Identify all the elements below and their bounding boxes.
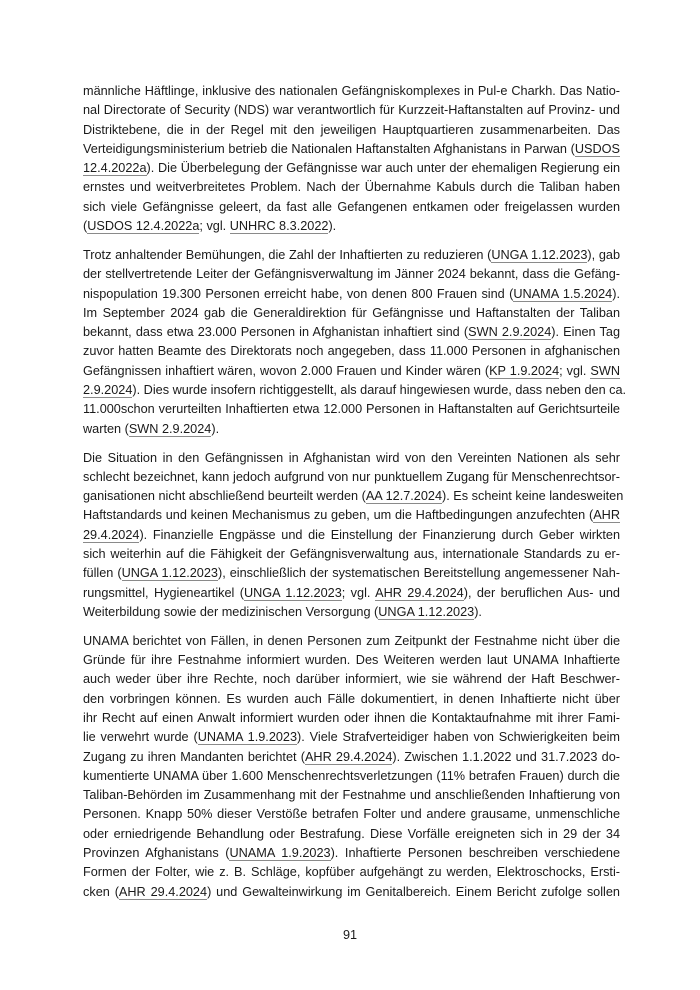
source-citation-link[interactable]: SWN: [590, 363, 620, 378]
source-citation-link[interactable]: KP 1.9.2024: [489, 363, 560, 378]
text-line: [83, 863, 620, 882]
text-segment: ). Es scheint keine landesweiten: [442, 489, 624, 504]
text-segment: cken (: [83, 884, 119, 899]
text-segment: ernstes und weitverbreitetes Problem. Nach der Übernahme Kabuls durch die Taliban haben: [83, 180, 620, 195]
text-line: [83, 420, 620, 439]
text-segment: schlecht bezeichnet, kann jedoch aufgrund von nur punktuellem Zugang für Menschenrechtsor-: [83, 469, 620, 484]
text-segment: Im September 2024 gab die Generaldirektion für Gefängnisse und Haftanstalten der Taliban: [83, 305, 620, 320]
text-line: [83, 342, 620, 361]
paragraph: [83, 246, 627, 439]
text-segment: Weiterbildung sowie der medizinischen Versorgung (: [83, 604, 379, 619]
text-segment: ; vgl.: [559, 363, 591, 378]
text-segment: ). Zwischen 1.1.2022 und 31.7.2023 do-: [392, 749, 620, 764]
text-segment: ihr Recht auf einen Anwalt informiert wurden oder ihnen die Kontaktaufnahme mit ihrer Fami-: [83, 710, 620, 725]
text-line: [83, 883, 620, 902]
text-line: [83, 709, 620, 728]
text-line: [83, 632, 620, 651]
text-line: [83, 825, 620, 844]
text-line: [83, 670, 620, 689]
text-line: [83, 140, 620, 159]
text-line: [83, 526, 620, 545]
text-segment: ). Inhaftierte Personen beschreiben verschiedene: [330, 846, 620, 861]
text-segment: ). Viele Strafverteidiger haben von Schwierigkeiten beim: [297, 730, 621, 745]
source-citation-link[interactable]: AHR: [593, 508, 620, 523]
text-segment: Personen. Knapp 50% dieser Verstöße betrafen Folter und andere grausame, unmenschliche: [83, 807, 620, 822]
text-line: [83, 506, 620, 525]
text-segment: rungsmittel, Hygieneartikel (: [83, 585, 244, 600]
text-line: [83, 400, 620, 419]
source-citation-link[interactable]: AHR 29.4.2024: [375, 585, 464, 600]
text-line: [83, 844, 620, 863]
text-line: [83, 805, 620, 824]
text-line: [83, 323, 620, 342]
text-line: [83, 603, 620, 622]
text-segment: ). Einen Tag: [551, 325, 620, 340]
source-citation-link[interactable]: UNAMA 1.9.2023: [229, 846, 331, 861]
text-line: [83, 101, 620, 120]
source-citation-link[interactable]: USDOS: [574, 141, 620, 156]
text-segment: ), einschließlich der systematischen Bereitstellung angemessener Nah-: [217, 566, 620, 581]
text-line: [83, 487, 624, 506]
text-segment: Taliban-Behörden im Zusammenhang mit der Festnahme und anschließenden Inhaftierung von: [83, 788, 620, 803]
source-citation-link[interactable]: 29.4.2024: [83, 527, 140, 542]
text-segment: ).: [211, 421, 220, 436]
text-segment: ), gab: [587, 247, 620, 262]
text-line: [83, 786, 620, 805]
text-segment: Provinzen Afghanistans (: [83, 846, 230, 861]
text-line: [83, 217, 620, 236]
text-segment: auch weder über ihre Rechte, noch darüber informiert, wie sie während der Haft Beschwer-: [83, 672, 620, 687]
text-line: [83, 121, 620, 140]
text-line: [83, 159, 620, 178]
text-segment: ganisationen nicht abschließend beurteilt werden (: [83, 489, 366, 504]
text-segment: lie verwehrt wurde (: [83, 730, 198, 745]
text-line: [83, 564, 620, 583]
text-line: [83, 285, 620, 304]
text-segment: Trotz anhaltender Bemühungen, die Zahl der Inhaftierten zu reduzieren (: [83, 247, 492, 262]
paragraph: [83, 82, 620, 236]
source-citation-link[interactable]: AA 12.7.2024: [365, 489, 443, 504]
text-line: [83, 82, 620, 101]
text-segment: ; vgl.: [199, 219, 230, 234]
document-body: [83, 82, 627, 912]
source-citation-link[interactable]: UNAMA 1.5.2024: [513, 286, 613, 301]
source-citation-link[interactable]: 12.4.2022a: [83, 161, 147, 176]
text-line: [83, 728, 620, 747]
text-segment: nal Directorate of Security (NDS) war verantwortlich für Kurzzeit-Haftanstalten auf Provinz- und: [83, 103, 620, 118]
text-segment: ).: [328, 219, 337, 234]
text-segment: Haftstandards und keinen Mechanismus zu geben, um die Haftbedingungen anzufechten (: [83, 508, 594, 523]
source-citation-link[interactable]: UNGA 1.12.2023: [491, 247, 588, 262]
text-segment: Gründe für ihre Festnahme informiert wurden. Des Weiteren werden laut UNAMA Inhaftierte: [83, 653, 620, 668]
text-line: [83, 545, 620, 564]
text-segment: Die Situation in den Gefängnissen in Afghanistan wird von den Vereinten Nationen als sehr: [83, 450, 620, 465]
text-line: [83, 246, 620, 265]
source-citation-link[interactable]: SWN 2.9.2024: [128, 421, 212, 436]
text-segment: Gefängnissen inhaftiert wären, wovon 2.000 Frauen und Kinder wären (: [83, 363, 490, 378]
text-line: [83, 767, 620, 786]
text-segment: der stellvertretende Leiter der Gefängnisverwaltung im Jänner 2024 bekannt, dass die Gefäng-: [83, 267, 620, 282]
text-segment: (: [83, 219, 88, 234]
paragraph: [83, 449, 624, 623]
text-segment: Distriktebene, die in der Regel mit den jeweiligen Hauptquartieren zusammenarbeiten. Das: [83, 122, 620, 137]
page-number: 91: [342, 928, 358, 942]
text-segment: den vorbringen können. Es wurden auch Fälle dokumentiert, in denen Inhaftierte nicht über: [83, 691, 620, 706]
source-citation-link[interactable]: AHR 29.4.2024: [118, 884, 208, 899]
text-segment: 11.000schon verurteilten Inhaftierten etwa 12.000 Personen in Haftanstalten auf Gerichtsurteile: [83, 402, 620, 417]
text-segment: zuvor hatten Beamte des Direktorats noch angegeben, dass 11.000 Personen in afghanischen: [83, 344, 620, 359]
text-line: [83, 178, 620, 197]
text-segment: ). Finanzielle Engpässe und die Einstellung der Finanzierung durch Geber wirkten: [139, 527, 620, 542]
text-segment: UNAMA berichtet von Fällen, in denen Personen zum Zeitpunkt der Festnahme nicht über die: [83, 633, 620, 648]
text-segment: Zugang zu ihren Mandanten berichtet (: [83, 749, 305, 764]
text-segment: ). Dies wurde insofern richtiggestellt, als darauf hingewiesen wurde, dass neben den ca.: [132, 383, 627, 398]
text-line: [83, 651, 620, 670]
text-segment: Verteidigungsministerium betrieb die Nationalen Haftanstalten Afghanistans in Parwan (: [83, 141, 575, 156]
text-segment: warten (: [83, 421, 129, 436]
text-line: [83, 381, 627, 400]
text-line: [83, 362, 620, 381]
text-segment: ) und Gewalteinwirkung im Genitalbereich. Einem Bericht zufolge sollen: [207, 884, 620, 899]
text-segment: bekannt, dass etwa 23.000 Personen in Afghanistan inhaftiert sind (: [83, 325, 469, 340]
source-citation-link[interactable]: UNGA 1.12.2023: [378, 604, 475, 619]
text-segment: kumentierte UNAMA über 1.600 Menschenrechtsverletzungen (11% betrafen Frauen) durch die: [83, 768, 620, 783]
text-line: [83, 198, 620, 217]
text-segment: ), der beruflichen Aus- und: [463, 585, 620, 600]
text-segment: ; vgl.: [341, 585, 376, 600]
source-citation-link[interactable]: SWN 2.9.2024: [468, 325, 552, 340]
text-line: [83, 748, 620, 767]
source-citation-link[interactable]: UNGA 1.12.2023: [121, 566, 218, 581]
text-segment: sich viele Gefängnisse geleert, da fast alle Gefangenen entkamen oder freigelassen wurden: [83, 199, 620, 214]
source-citation-link[interactable]: UNAMA 1.9.2023: [197, 730, 298, 745]
text-segment: ). Die Überbelegung der Gefängnisse war auch unter der ehemaligen Regierung ein: [146, 161, 620, 176]
text-segment: sich weiterhin auf die Fähigkeit der Gefängnisverwaltung aus, internationale Standards zu er-: [83, 547, 620, 562]
text-line: [83, 690, 620, 709]
source-citation-link[interactable]: UNHRC 8.3.2022: [229, 219, 329, 234]
text-line: [83, 584, 620, 603]
text-segment: ).: [612, 286, 620, 301]
text-segment: füllen (: [83, 566, 122, 581]
text-segment: oder erniedrigende Behandlung oder Bestrafung. Diese Vorfälle ereigneten sich in 29 der 34: [83, 826, 620, 841]
text-segment: nispopulation 19.300 Personen erreicht habe, von denen 800 Frauen sind (: [83, 286, 514, 301]
source-citation-link[interactable]: USDOS 12.4.2022a: [87, 219, 200, 234]
text-line: [83, 265, 620, 284]
text-line: [83, 468, 620, 487]
text-segment: männliche Häftlinge, inklusive des nationalen Gefängniskomplexes in Pul-e Charkh. Das Natio-: [83, 84, 620, 98]
text-line: [83, 449, 620, 468]
text-segment: Formen der Folter, wie z. B. Schläge, kopfüber aufgehängt zu werden, Elektroschocks, Ersti-: [83, 865, 620, 880]
source-citation-link[interactable]: 2.9.2024: [83, 383, 133, 398]
text-line: [83, 304, 620, 323]
source-citation-link[interactable]: AHR 29.4.2024: [304, 749, 393, 764]
paragraph: [83, 632, 620, 902]
source-citation-link[interactable]: UNGA 1.12.2023: [243, 585, 342, 600]
text-segment: ).: [474, 604, 482, 619]
